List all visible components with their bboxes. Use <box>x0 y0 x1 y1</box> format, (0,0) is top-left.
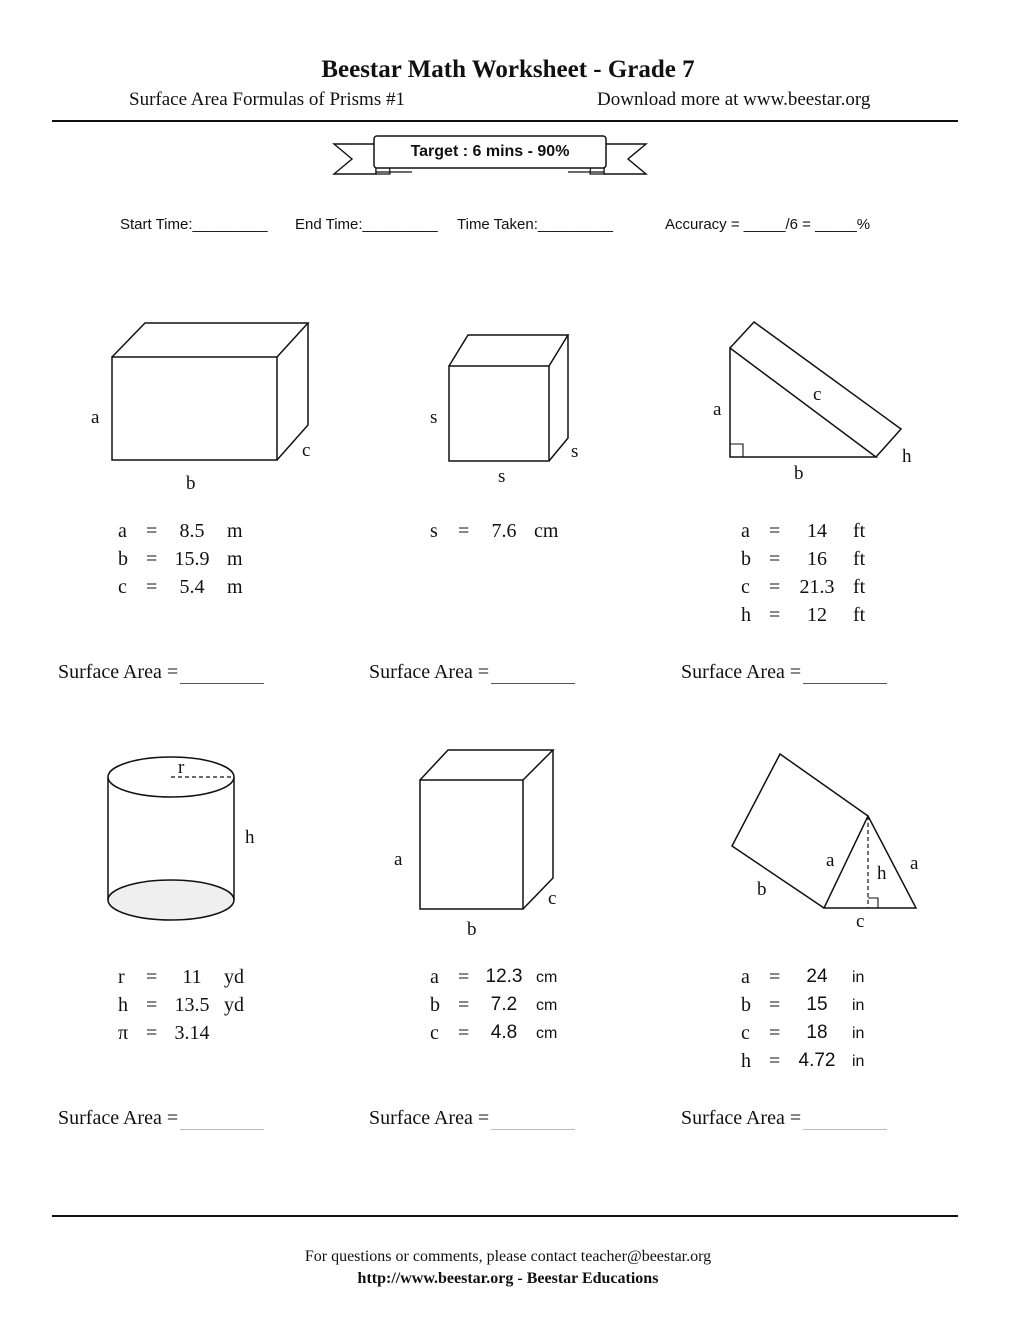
p1-value-row: a = 8.5 m <box>118 520 243 542</box>
download-link-text[interactable]: Download more at www.beestar.org <box>597 89 871 110</box>
p3-value-row: a = 14 ft <box>741 520 866 542</box>
start-time-field[interactable]: Start Time:_________ <box>120 216 268 233</box>
p1-label-a: a <box>91 407 100 428</box>
worksheet-subtitle: Surface Area Formulas of Prisms #1 <box>129 89 405 110</box>
p2-label-s-width: s <box>498 466 506 487</box>
p6-label-h: h <box>877 863 887 884</box>
p1-label-b: b <box>186 473 196 494</box>
p5-answer-label: Surface Area = <box>369 1107 490 1129</box>
p2-answer <box>369 661 575 684</box>
accuracy-field[interactable]: Accuracy = _____/6 = _____% <box>665 216 871 233</box>
p3-value-row: c = 21.3 ft <box>741 576 866 598</box>
header-divider <box>52 120 958 122</box>
time-taken-field[interactable]: Time Taken:_________ <box>457 216 613 233</box>
p3-answer <box>681 661 887 684</box>
p4-value-row: r = 11 yd <box>118 966 244 988</box>
p3-label-a: a <box>713 399 722 420</box>
p2-answer-blank[interactable] <box>491 663 575 684</box>
tall-rectangular-prism-figure <box>415 745 561 915</box>
page-title: Beestar Math Worksheet - Grade 7 <box>321 56 695 83</box>
p1-label-c: c <box>302 440 311 461</box>
p6-value-row: a = 24 in <box>741 966 865 988</box>
p6-answer-label: Surface Area = <box>681 1107 802 1129</box>
p5-value-row: b = 7.2 cm <box>430 994 558 1016</box>
footer-link[interactable]: http://www.beestar.org - Beestar Educations <box>357 1270 659 1287</box>
p6-answer <box>681 1107 887 1130</box>
p4-label-h: h <box>245 827 255 848</box>
p4-value-row: h = 13.5 yd <box>118 994 244 1016</box>
rectangular-prism-figure <box>105 318 315 468</box>
p6-label-c: c <box>856 911 865 932</box>
p5-answer <box>369 1107 575 1130</box>
p4-label-r: r <box>178 757 185 778</box>
p5-value-row: a = 12.3 cm <box>430 966 558 988</box>
p4-value-row: π = 3.14 <box>118 1022 210 1044</box>
p5-label-c: c <box>548 888 557 909</box>
p1-answer <box>58 661 264 684</box>
p6-label-a-right: a <box>910 853 919 874</box>
p3-answer-label: Surface Area = <box>681 661 802 683</box>
target-label: Target : 6 mins - 90% <box>410 143 570 160</box>
p4-answer-label: Surface Area = <box>58 1107 179 1129</box>
p5-answer-blank[interactable] <box>491 1109 575 1130</box>
p2-label-s-height: s <box>430 407 438 428</box>
p2-answer-label: Surface Area = <box>369 661 490 683</box>
p3-label-b: b <box>794 463 804 484</box>
p3-value-row: b = 16 ft <box>741 548 866 570</box>
p1-value-row: b = 15.9 m <box>118 548 243 570</box>
p6-value-row: c = 18 in <box>741 1022 865 1044</box>
cube-figure <box>444 330 574 466</box>
p3-label-c: c <box>813 384 822 405</box>
p4-answer-blank[interactable] <box>180 1109 264 1130</box>
p6-answer-blank[interactable] <box>803 1109 887 1130</box>
p2-label-s-depth: s <box>571 441 579 462</box>
cylinder-figure <box>100 750 244 926</box>
p1-value-row: c = 5.4 m <box>118 576 243 598</box>
p3-answer-blank[interactable] <box>803 663 887 684</box>
footer-contact: For questions or comments, please contact teacher@beestar.org <box>304 1248 712 1265</box>
isosceles-triangular-prism-figure <box>726 748 922 912</box>
p2-value-row: s = 7.6 cm <box>430 520 559 542</box>
p5-value-row: c = 4.8 cm <box>430 1022 558 1044</box>
p3-value-row: h = 12 ft <box>741 604 866 626</box>
p4-answer <box>58 1107 264 1130</box>
end-time-field[interactable]: End Time:_________ <box>295 216 438 233</box>
p1-answer-blank[interactable] <box>180 663 264 684</box>
p5-label-b: b <box>467 919 477 940</box>
p6-label-a-left: a <box>826 850 835 871</box>
footer-divider <box>52 1215 958 1217</box>
p6-label-b: b <box>757 879 767 900</box>
p5-label-a: a <box>394 849 403 870</box>
p6-value-row: b = 15 in <box>741 994 865 1016</box>
p6-value-row: h = 4.72 in <box>741 1050 865 1072</box>
p1-answer-label: Surface Area = <box>58 661 179 683</box>
p3-label-h: h <box>902 446 912 467</box>
